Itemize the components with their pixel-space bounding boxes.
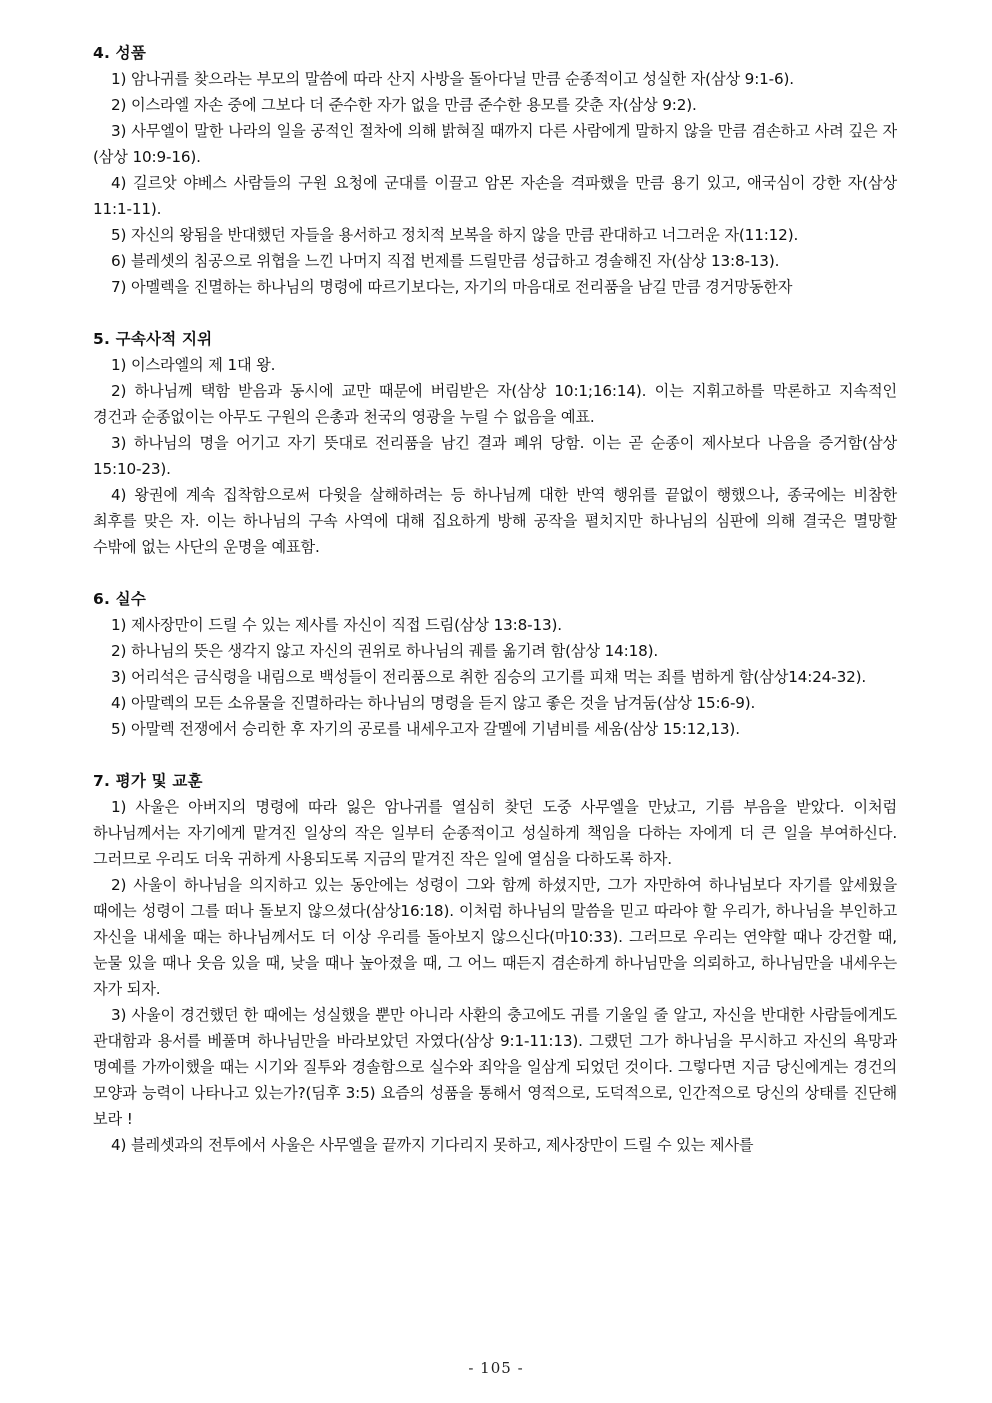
section-title: 7. 평가 및 교훈 <box>93 772 203 790</box>
section-title: 5. 구속사적 지위 <box>93 330 213 348</box>
list-item: 1) 사울은 아버지의 명령에 따라 잃은 암나귀를 열심히 찾던 도중 사무엘을 만났고, 기름 부음을 받았다. 이처럼 하나님께서는 자기에게 맡겨진 일상의 작은 일부터 순종적이고 성실하게 책임을 다하는 자에게 더 큰 일을 부여하신다. 그러므로 우리도 더욱 귀하게 사용되도록 지금의 맡겨진 작은 일에 열심을 다하도록 하자. <box>93 798 897 868</box>
list-item: 2) 하나님께 택함 받음과 동시에 교만 때문에 버림받은 자(삼상 10:1;16:14). 이는 지휘고하를 막론하고 지속적인 경건과 순종없이는 아무도 구원의 은총과 천국의 영광을 누릴 수 없음을 예표. <box>93 382 897 426</box>
list-item: 1) 이스라엘의 제 1대 왕. <box>111 356 276 374</box>
list-item: 4) 길르앗 야베스 사람들의 구원 요청에 군대를 이끌고 암몬 자손을 격파했을 만큼 용기 있고, 애국심이 강한 자(삼상 11:1-11). <box>93 174 897 218</box>
list-item: 3) 어리석은 금식령을 내림으로 백성들이 전리품으로 취한 짐승의 고기를 피채 먹는 죄를 범하게 함(삼상14:24-32). <box>111 668 867 686</box>
list-item: 4) 왕권에 계속 집착함으로써 다윗을 살해하려는 등 하나님께 대한 반역 행위를 끝없이 행했으나, 종국에는 비참한 최후를 맞은 자. 이는 하나님의 구속 사역에 대해 집요하게 방해 공작을 펼치지만 하나님의 심판에 의해 결국은 멸망할 수밖에 없는 사단의 운명을 예표함. <box>93 486 897 556</box>
list-item: 1) 암나귀를 찾으라는 부모의 말씀에 따라 산지 사방을 돌아다닐 만큼 순종적이고 성실한 자(삼상 9:1-6). <box>111 70 794 88</box>
list-item: 4) 블레셋과의 전투에서 사울은 사무엘을 끝까지 기다리지 못하고, 제사장만이 드릴 수 있는 제사를 <box>111 1136 754 1154</box>
list-item: 5) 자신의 왕됨을 반대했던 자들을 용서하고 정치적 보복을 하지 않을 만큼 관대하고 너그러운 자(11:12). <box>111 226 799 244</box>
section-character <box>93 40 897 300</box>
list-item: 3) 사울이 경건했던 한 때에는 성실했을 뿐만 아니라 사환의 충고에도 귀를 기울일 줄 알고, 자신을 반대한 사람들에게도 관대함과 용서를 베풀며 하나님만을 바라보았던 자였다(삼상 9:1-11:13). 그랬던 그가 하나님을 무시하고 자신의 욕망과 명예를 가까이했을 때는 시기와 질투와 경솔함으로 실수와 죄악을 일삼게 되었던 것이다. 그렇다면 지금 당신에게는 경건의 모양과 능력이 나타나고 있는가?(딤후 3:5) 요즘의 성품을 통해서 영적으로, 도덕적으로, 인간적으로 당신의 상태를 진단해 보라 ! <box>93 1006 897 1128</box>
section-mistakes <box>93 586 897 742</box>
list-item: 2) 하나님의 뜻은 생각지 않고 자신의 권위로 하나님의 궤를 옮기려 함(삼상 14:18). <box>111 642 659 660</box>
section-title: 6. 실수 <box>93 590 147 608</box>
list-item: 3) 하나님의 명을 어기고 자기 뜻대로 전리품을 남긴 결과 폐위 당함. 이는 곧 순종이 제사보다 나음을 증거함(삼상 15:10-23). <box>93 434 897 478</box>
section-spacer <box>93 742 897 768</box>
list-item: 3) 사무엘이 말한 나라의 일을 공적인 절차에 의해 밝혀질 때까지 다른 사람에게 말하지 않을 만큼 겸손하고 사려 깊은 자(삼상 10:9-16). <box>93 122 897 166</box>
list-item: 7) 아멜렉을 진멸하는 하나님의 명령에 따르기보다는, 자기의 마음대로 전리품을 남길 만큼 경거망동한자 <box>111 278 793 296</box>
section-redemptive-status <box>93 326 897 560</box>
list-item: 5) 아말렉 전쟁에서 승리한 후 자기의 공로를 내세우고자 갈멜에 기념비를 세움(삼상 15:12,13). <box>111 720 740 738</box>
section-evaluation-lessons <box>93 768 897 1158</box>
list-item: 4) 아말렉의 모든 소유물을 진멸하라는 하나님의 명령을 듣지 않고 좋은 것을 남겨둠(삼상 15:6-9). <box>111 694 756 712</box>
page-number: - 105 - <box>468 1359 524 1377</box>
list-item: 1) 제사장만이 드릴 수 있는 제사를 자신이 직접 드림(삼상 13:8-13). <box>111 616 562 634</box>
list-item: 6) 블레셋의 침공으로 위협을 느낀 나머지 직접 번제를 드릴만큼 성급하고 경솔해진 자(삼상 13:8-13). <box>111 252 780 270</box>
document-body <box>93 40 897 1158</box>
section-spacer <box>93 560 897 586</box>
section-spacer <box>93 300 897 326</box>
list-item: 2) 이스라엘 자손 중에 그보다 더 준수한 자가 없을 만큼 준수한 용모를 갖춘 자(삼상 9:2). <box>111 96 697 114</box>
list-item: 2) 사울이 하나님을 의지하고 있는 동안에는 성령이 그와 함께 하셨지만, 그가 자만하여 하나님보다 자기를 앞세웠을 때에는 성령이 그를 떠나 돌보지 않으셨다(삼상16:18). 이처럼 하나님의 말씀을 믿고 따라야 할 우리가, 하나님을 부인하고 자신을 내세울 때는 하나님께서도 더 이상 우리를 돌아보지 않으신다(마10:33). 그러므로 우리는 연약할 때나 강건할 때, 눈물 있을 때나 웃음 있을 때, 낮을 때나 높아졌을 때, 그 어느 때든지 겸손하게 하나님만을 의뢰하고, 하나님만을 내세우는 자가 되자. <box>93 876 897 998</box>
section-title: 4. 성품 <box>93 44 147 62</box>
